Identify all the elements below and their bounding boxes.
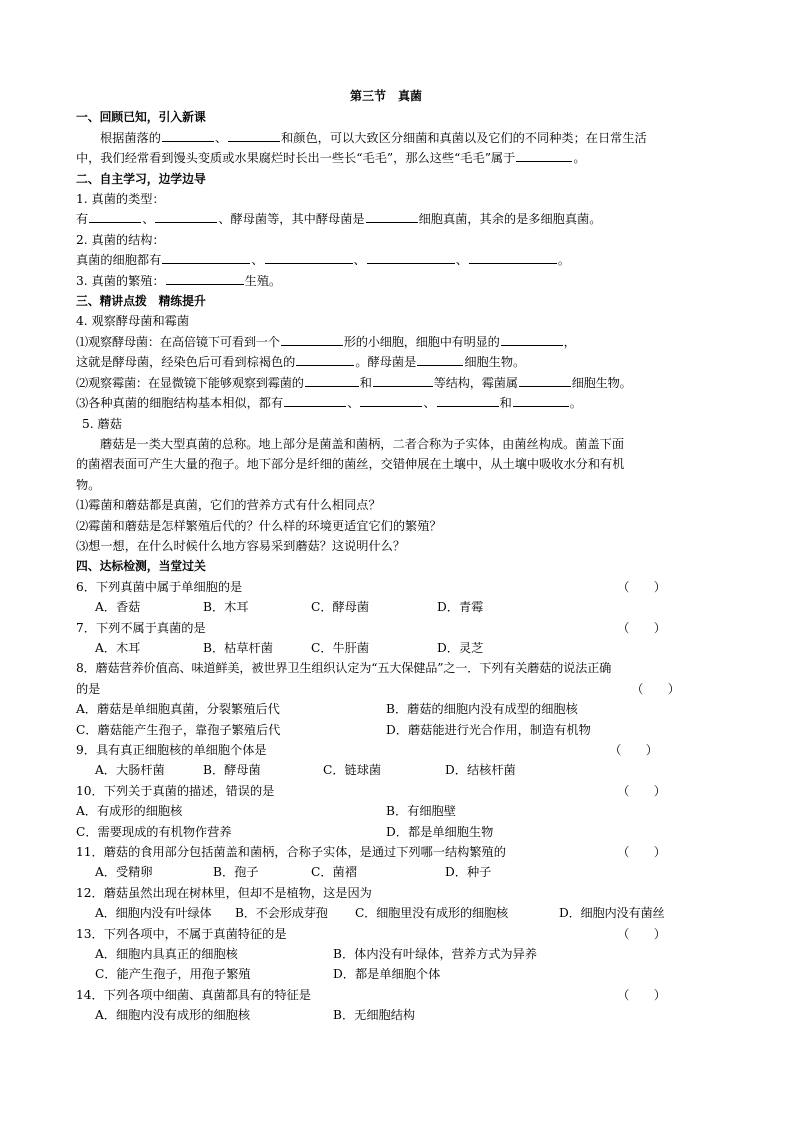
question-3-line: 3. 真菌的繁殖： 生殖。	[76, 271, 696, 291]
answer-bracket[interactable]: （ ）	[631, 681, 680, 696]
fill-blank[interactable]	[367, 250, 455, 264]
option-b[interactable]: B．木耳	[203, 600, 249, 615]
option-b[interactable]: B．有细胞壁	[386, 804, 456, 819]
question-11-options	[76, 862, 696, 882]
question-14-options-row-1	[76, 1005, 696, 1025]
fill-blank[interactable]	[501, 332, 563, 346]
option-b[interactable]: B．不会形成芽孢	[235, 906, 328, 921]
intro-line-2: 中，我们经常看到馒头变质或水果腐烂时长出一些长“毛毛”，那么这些“毛毛”属于 。	[76, 148, 696, 168]
option-b[interactable]: B．枯草杆菌	[203, 640, 273, 655]
option-a[interactable]: A．细胞内没有成形的细胞核	[95, 1008, 251, 1023]
discussion-question-2: ⑵霉菌和蘑菇是怎样繁殖后代的？什么样的环境更适宜它们的繁殖？	[76, 518, 442, 533]
question-5-heading: 5. 蘑菇	[82, 416, 122, 431]
question-13-options-row-1	[76, 944, 696, 964]
option-c[interactable]: C．牛肝菌	[311, 640, 370, 655]
fill-blank[interactable]	[417, 352, 463, 366]
question-4-part-3: ⑶各种真菌的细胞结构基本相似，都有 、 、 和 。	[76, 393, 696, 413]
option-a[interactable]: A．蘑菇是单细胞真菌，分裂繁殖后代	[76, 702, 280, 717]
fill-blank[interactable]	[305, 373, 359, 387]
option-a[interactable]: A．大肠杆菌	[95, 763, 165, 778]
option-d[interactable]: D．蘑菇能进行光合作用，制造有机物	[386, 722, 591, 737]
option-b[interactable]: B．孢子	[213, 865, 259, 880]
fill-blank[interactable]	[469, 250, 557, 264]
section-heading-review: 一、回顾已知，引入新课	[76, 110, 206, 125]
option-d[interactable]: D．都是单细胞个体	[333, 967, 441, 982]
option-a[interactable]: A．受精卵	[95, 865, 153, 880]
intro-line-1: 根据菌落的 、 和颜色，可以大致区分细菌和真菌以及它们的不同种类；在日常生活	[76, 128, 696, 148]
question-7-stem: 7．下列不属于真菌的是 （ ）	[76, 618, 696, 638]
fill-blank[interactable]	[373, 373, 433, 387]
mushroom-paragraph-line-1: 蘑菇是一类大型真菌的总称。地上部分是菌盖和菌柄，二者合称为子实体，由菌丝构成。菌盖下面	[100, 436, 625, 451]
option-b[interactable]: B．无细胞结构	[333, 1008, 416, 1023]
question-6-options	[76, 597, 696, 617]
option-c[interactable]: C．酵母菌	[311, 600, 370, 615]
question-8-stem-line-1: 8．蘑菇营养价值高、味道鲜美，被世界卫生组织认定为“五大保健品”之一．下列有关蘑菇的说法正确	[76, 661, 612, 676]
answer-bracket[interactable]: （ ）	[617, 783, 666, 798]
option-c[interactable]: C．蘑菇能产生孢子，靠孢子繁殖后代	[76, 722, 281, 737]
fill-blank[interactable]	[281, 332, 343, 346]
option-d[interactable]: D．灵芝	[437, 640, 484, 655]
option-d[interactable]: D．种子	[445, 865, 492, 880]
question-13-stem: 13．下列各项中，不属于真菌特征的是 （ ）	[76, 924, 696, 944]
question-2-heading: 2. 真菌的结构：	[76, 232, 165, 247]
question-8-options-row-2	[76, 720, 696, 740]
fill-blank[interactable]	[516, 148, 572, 162]
section-heading-explain: 三、精讲点拨 精练提升	[76, 294, 206, 309]
fill-blank[interactable]	[296, 352, 354, 366]
question-10-options-row-1	[76, 801, 696, 821]
option-a[interactable]: A．有成形的细胞核	[76, 804, 183, 819]
mushroom-paragraph-line-3: 物。	[76, 477, 101, 492]
fill-blank[interactable]	[284, 393, 346, 407]
answer-bracket[interactable]: （ ）	[617, 579, 666, 594]
question-1-line: 有 、 、酵母菌等，其中酵母菌是 细胞真菌，其余的是多细胞真菌。	[76, 209, 696, 229]
option-b[interactable]: B．酵母菌	[203, 763, 261, 778]
answer-bracket[interactable]: （ ）	[609, 743, 658, 757]
question-4-part-1-line-2: 这就是酵母菌，经染色后可看到棕褐色的 。酵母菌是 细胞生物。	[76, 352, 696, 372]
question-9-stem: 9．具有真正细胞核的单细胞个体是 （ ）	[76, 740, 696, 760]
worksheet-page	[76, 86, 696, 1026]
option-a[interactable]: A．细胞内具真正的细胞核	[95, 947, 238, 962]
question-12-options	[76, 903, 696, 923]
fill-blank[interactable]	[265, 250, 353, 264]
fill-blank[interactable]	[89, 209, 141, 223]
option-a[interactable]: A．香菇	[95, 600, 141, 615]
question-2-line: 真菌的细胞都有 、 、 、 。	[76, 250, 696, 270]
option-a[interactable]: A．木耳	[95, 640, 141, 655]
question-14-stem: 14．下列各项中细菌、真菌都具有的特征是 （ ）	[76, 985, 696, 1005]
option-b[interactable]: B．体内没有叶绿体，营养方式为异养	[333, 947, 537, 962]
fill-blank[interactable]	[366, 209, 418, 223]
option-d[interactable]: D．细胞内没有菌丝	[559, 906, 665, 921]
option-c[interactable]: C．链球菌	[323, 763, 382, 778]
fill-blank[interactable]	[162, 250, 250, 264]
option-c[interactable]: C．需要现成的有机物作营养	[76, 824, 232, 839]
question-10-options-row-2	[76, 822, 696, 842]
fill-blank[interactable]	[519, 373, 571, 387]
question-8-stem-line-2: 的是 （ ）	[76, 679, 696, 699]
question-7-options	[76, 638, 696, 658]
fill-blank[interactable]	[166, 271, 244, 285]
question-8-options-row-1	[76, 699, 696, 719]
fill-blank[interactable]	[360, 393, 422, 407]
question-4-part-2: ⑵观察霉菌：在显微镜下能够观察到霉菌的 和 等结构，霉菌属 细胞生物。	[76, 373, 696, 393]
question-13-options-row-2	[76, 964, 696, 984]
option-d[interactable]: D．结核杆菌	[445, 763, 516, 778]
option-d[interactable]: D．青霉	[437, 600, 484, 615]
question-4-heading: 4. 观察酵母菌和霉菌	[76, 314, 190, 329]
question-12-stem: 12．蘑菇虽然出现在树林里，但却不是植物，这是因为	[76, 885, 372, 900]
question-6-stem: 6．下列真菌中属于单细胞的是 （ ）	[76, 577, 696, 597]
question-1-heading: 1. 真菌的类型：	[76, 192, 165, 207]
discussion-question-1: ⑴霉菌和蘑菇都是真菌，它们的营养方式有什么相同点？	[76, 498, 381, 513]
question-11-stem: 11．蘑菇的食用部分包括菌盖和菌柄，合称子实体，是通过下列哪一结构繁殖的 （ ）	[76, 842, 696, 862]
fill-blank[interactable]	[437, 393, 499, 407]
option-c[interactable]: C．能产生孢子，用孢子繁殖	[95, 967, 251, 982]
answer-bracket[interactable]: （ ）	[617, 926, 666, 941]
option-b[interactable]: B．蘑菇的细胞内没有成型的细胞核	[386, 702, 578, 717]
option-d[interactable]: D．都是单细胞生物	[386, 824, 494, 839]
option-a[interactable]: A．细胞内没有叶绿体	[95, 906, 212, 921]
answer-bracket[interactable]: （ ）	[617, 987, 666, 1002]
question-4-part-1-line-1: ⑴观察酵母菌：在高倍镜下可看到一个 形的小细胞，细胞中有明显的 ，	[76, 332, 696, 352]
option-c[interactable]: C．细胞里没有成形的细胞核	[355, 906, 508, 921]
question-10-stem: 10．下列关于真菌的描述，错误的是 （ ）	[76, 781, 696, 801]
fill-blank[interactable]	[228, 128, 280, 142]
page-title: 第三节 真菌	[349, 89, 422, 103]
question-9-options	[76, 760, 696, 780]
fill-blank[interactable]	[155, 209, 217, 223]
answer-bracket[interactable]: （ ）	[617, 845, 666, 860]
fill-blank[interactable]	[162, 128, 214, 142]
section-heading-self-study: 二、自主学习，边学边导	[76, 171, 206, 186]
section-heading-test: 四、达标检测，当堂过关	[76, 559, 206, 574]
answer-bracket[interactable]: （ ）	[617, 620, 666, 635]
fill-blank[interactable]	[513, 393, 569, 407]
option-c[interactable]: C．菌褶	[311, 865, 357, 880]
mushroom-paragraph-line-2: 的菌褶表面可产生大量的孢子。地下部分是纤细的菌丝，交错伸展在土壤中，从土壤中吸收水分和有机	[76, 457, 625, 472]
discussion-question-3: ⑶想一想，在什么时候什么地方容易采到蘑菇？这说明什么？	[76, 538, 406, 553]
